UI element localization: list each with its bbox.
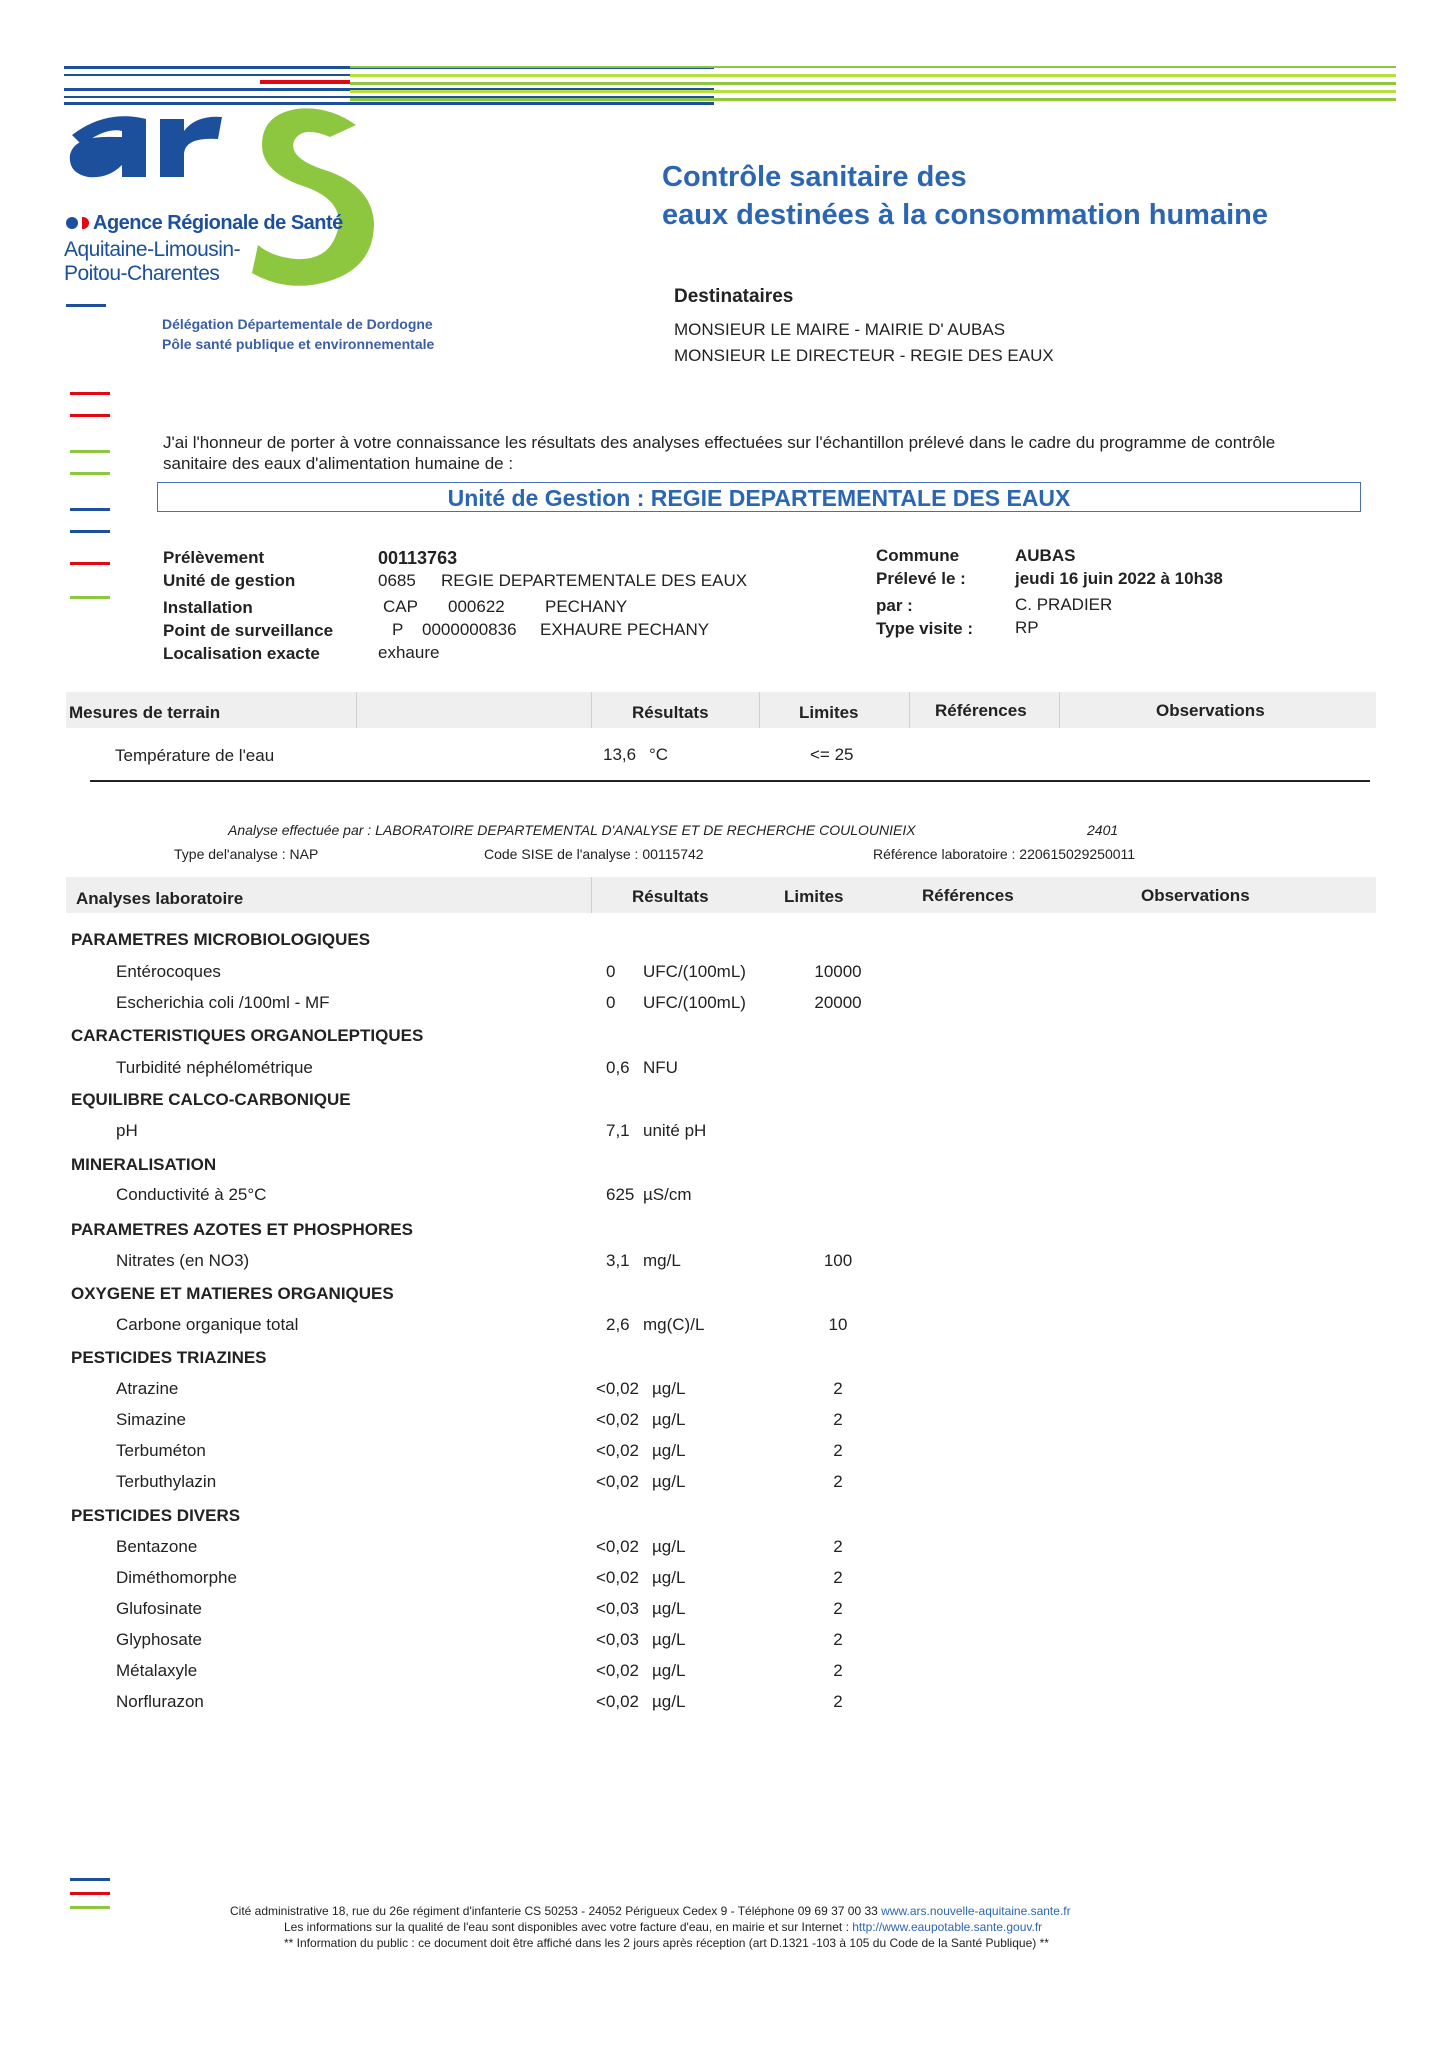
analysis-value: <0,02 xyxy=(596,1410,640,1429)
analysis-value: <0,02 xyxy=(596,1568,640,1587)
point-label: Point de surveillance xyxy=(163,621,334,640)
analysis-name: Glyphosate xyxy=(116,1630,202,1649)
analysis-name: Nitrates (en NO3) xyxy=(116,1251,250,1270)
analysis-group-title: PARAMETRES MICROBIOLOGIQUES xyxy=(71,930,371,949)
analysis-limit: 2 xyxy=(833,1410,843,1429)
preleve-label: Prélevé le : xyxy=(876,569,966,588)
terrain-row-value: 13,6 xyxy=(603,745,637,764)
analysis-limit: 20000 xyxy=(814,993,862,1012)
footer-line-3: ** Information du public : ce document doit être affiché dans les 2 jours après réception (art D.1321 -103 à 105 du Code de la Santé Publique) ** xyxy=(284,1936,1049,1950)
terrain-limits-header: Limites xyxy=(799,703,859,722)
analysis-unit: µg/L xyxy=(652,1692,686,1711)
delegation-line-2: Pôle santé publique et environnementale xyxy=(162,336,435,352)
intro-text: J'ai l'honneur de porter à votre connaissance les résultats des analyses effectuées sur l'échantillon prélevé dans le cadre du programme de contrôle sanitaire des eaux d'alimentation humaine de : xyxy=(163,433,1276,473)
analyses-section-header: Analyses laboratoire xyxy=(76,889,244,908)
analysis-limit: 2 xyxy=(833,1692,843,1711)
analysis-name: Terbuméton xyxy=(116,1441,206,1460)
analysis-name: Bentazone xyxy=(116,1537,198,1556)
analysis-limit: 2 xyxy=(833,1599,843,1618)
analysis-unit: mg(C)/L xyxy=(643,1315,705,1334)
analyses-obs-header: Observations xyxy=(1141,886,1250,905)
header-divider xyxy=(591,877,592,913)
prelevement-value: 00113763 xyxy=(378,548,458,568)
analysis-name: Carbone organique total xyxy=(116,1315,299,1334)
unit-box xyxy=(157,482,1361,512)
analysis-unit: µg/L xyxy=(652,1410,686,1429)
lab-performed-label: Analyse effectuée par : xyxy=(228,822,372,838)
point-name: EXHAURE PECHANY xyxy=(540,620,710,639)
terrain-row-name: Température de l'eau xyxy=(115,746,275,765)
par-label: par : xyxy=(876,596,913,615)
analysis-unit: mg/L xyxy=(643,1251,681,1270)
recipient-2: MONSIEUR LE DIRECTEUR - REGIE DES EAUX xyxy=(674,346,1054,365)
terrain-row-limit: <= 25 xyxy=(810,745,854,764)
visite-value: RP xyxy=(1015,618,1039,637)
commune-label: Commune xyxy=(876,546,960,565)
installation-code: 000622 xyxy=(448,597,505,616)
commune-value: AUBAS xyxy=(1015,546,1076,565)
point-code: 0000000836 xyxy=(422,620,517,639)
terrain-rule xyxy=(90,780,1370,782)
document-title xyxy=(662,158,1268,234)
analysis-limit: 2 xyxy=(833,1379,843,1398)
analysis-limit: 2 xyxy=(833,1630,843,1649)
analysis-group-title: MINERALISATION xyxy=(71,1155,217,1174)
recipients-heading: Destinataires xyxy=(674,286,794,307)
terrain-results-header: Résultats xyxy=(632,703,709,722)
analysis-name: Métalaxyle xyxy=(116,1661,198,1680)
analysis-value: <0,02 xyxy=(596,1692,640,1711)
analysis-value: 0 xyxy=(606,962,616,981)
analysis-value: <0,02 xyxy=(596,1472,640,1491)
analysis-limit: 100 xyxy=(823,1251,853,1270)
lab-code: 2401 xyxy=(1087,822,1119,838)
analysis-value: <0,03 xyxy=(596,1630,640,1649)
header-divider xyxy=(1059,692,1060,728)
region-line-2: Poitou-Charentes xyxy=(64,262,220,285)
prelevement-label: Prélèvement xyxy=(163,548,265,567)
analysis-unit: UFC/(100mL) xyxy=(643,962,746,981)
analyses-refs-header: Références xyxy=(922,886,1014,905)
analysis-name: Glufosinate xyxy=(116,1599,202,1618)
analysis-unit: µg/L xyxy=(652,1568,686,1587)
footer-address: Cité administrative 18, rue du 26e régiment d'infanterie CS 50253 - 24052 Périgueux Cedex 9 - Téléphone 09 69 37 00 33 xyxy=(230,1904,878,1918)
analysis-name: Diméthomorphe xyxy=(116,1568,237,1587)
region-line-1: Aquitaine-Limousin- xyxy=(64,238,241,261)
installation-label: Installation xyxy=(163,598,253,617)
analyses-table-header xyxy=(66,877,1376,913)
footer-line-1 xyxy=(230,1904,1071,1918)
terrain-row-unit: °C xyxy=(649,745,669,764)
lab-performed-by: LABORATOIRE DEPARTEMENTAL D'ANALYSE ET DE RECHERCHE COULOUNIEIX xyxy=(375,822,916,838)
analysis-limit: 2 xyxy=(833,1441,843,1460)
analysis-value: 625 xyxy=(606,1185,635,1204)
footer-eaupotable-link[interactable]: http://www.eaupotable.sante.gouv.fr xyxy=(852,1920,1043,1934)
terrain-refs-header: Références xyxy=(935,701,1027,720)
analysis-group-title: CARACTERISTIQUES ORGANOLEPTIQUES xyxy=(71,1026,424,1045)
header-divider xyxy=(591,692,592,728)
analysis-value: 7,1 xyxy=(606,1121,630,1140)
analysis-value: 0,6 xyxy=(606,1058,630,1077)
footer-info: Les informations sur la qualité de l'eau sont disponibles avec votre facture d'eau, en mairie et sur Internet : xyxy=(284,1920,849,1934)
analysis-value: <0,02 xyxy=(596,1537,640,1556)
terrain-section-header: Mesures de terrain xyxy=(69,703,221,722)
logo-underline xyxy=(66,304,106,307)
logo-dot-icon xyxy=(66,217,78,229)
agency-name: Agence Régionale de Santé xyxy=(66,212,343,235)
analysis-unit: µg/L xyxy=(652,1441,686,1460)
analyses-results-header: Résultats xyxy=(632,887,709,906)
par-value: C. PRADIER xyxy=(1015,595,1113,614)
analysis-unit: µg/L xyxy=(652,1379,686,1398)
analysis-value: 2,6 xyxy=(606,1315,630,1334)
analysis-name: Norflurazon xyxy=(116,1692,204,1711)
terrain-table-header xyxy=(66,692,1376,728)
analysis-group-title: EQUILIBRE CALCO-CARBONIQUE xyxy=(71,1090,351,1109)
analysis-group-title: PESTICIDES TRIAZINES xyxy=(71,1348,267,1367)
analysis-limit: 2 xyxy=(833,1661,843,1680)
unit-value: : REGIE DEPARTEMENTALE DES EAUX xyxy=(636,485,1071,511)
point-type: P xyxy=(392,620,404,639)
visite-label: Type visite : xyxy=(876,619,973,638)
analysis-value: 0 xyxy=(606,993,616,1012)
analysis-limit: 2 xyxy=(833,1472,843,1491)
analysis-name: Conductivité à 25°C xyxy=(116,1185,267,1204)
preleve-value: jeudi 16 juin 2022 à 10h38 xyxy=(1015,569,1223,588)
header-divider xyxy=(909,692,910,728)
analysis-unit: µg/L xyxy=(652,1599,686,1618)
terrain-obs-header: Observations xyxy=(1156,701,1265,720)
title-line-1: Contrôle sanitaire des xyxy=(662,161,967,193)
footer-website-link[interactable]: www.ars.nouvelle-aquitaine.sante.fr xyxy=(881,1904,1071,1918)
lab-type: Type del'analyse : NAP xyxy=(174,846,319,862)
analysis-name: Terbuthylazin xyxy=(116,1472,217,1491)
analysis-unit: unité pH xyxy=(643,1121,707,1140)
unite-code: 0685 xyxy=(378,571,416,590)
installation-name: PECHANY xyxy=(545,597,628,616)
analysis-name: Escherichia coli /100ml - MF xyxy=(116,993,330,1012)
header-divider xyxy=(356,692,357,728)
analysis-name: Entérocoques xyxy=(116,962,221,981)
analysis-limit: 2 xyxy=(833,1568,843,1587)
analysis-unit: UFC/(100mL) xyxy=(643,993,746,1012)
analysis-limit: 2 xyxy=(833,1537,843,1556)
analysis-unit: NFU xyxy=(643,1058,678,1077)
analysis-unit: µg/L xyxy=(652,1661,686,1680)
analysis-value: <0,02 xyxy=(596,1441,640,1460)
analysis-unit: µg/L xyxy=(652,1537,686,1556)
analysis-value: <0,03 xyxy=(596,1599,640,1618)
analysis-unit: µg/L xyxy=(652,1630,686,1649)
logo-half-dot-icon xyxy=(82,217,89,229)
localisation-label: Localisation exacte xyxy=(163,644,320,663)
footer-line-2 xyxy=(284,1920,1042,1934)
analysis-group-title: PESTICIDES DIVERS xyxy=(71,1506,241,1525)
unite-name: REGIE DEPARTEMENTALE DES EAUX xyxy=(441,571,748,590)
analysis-group-title: OXYGENE ET MATIERES ORGANIQUES xyxy=(71,1284,394,1303)
lab-sise: Code SISE de l'analyse : 00115742 xyxy=(484,846,704,862)
unit-heading xyxy=(158,485,1360,512)
analysis-name: pH xyxy=(116,1121,138,1140)
lab-ref: Référence laboratoire : 220615029250011 xyxy=(873,846,1136,862)
delegation-line-1: Délégation Départementale de Dordogne xyxy=(162,316,433,332)
recipient-1: MONSIEUR LE MAIRE - MAIRIE D' AUBAS xyxy=(674,320,1006,339)
analyses-limits-header: Limites xyxy=(784,887,844,906)
analysis-value: <0,02 xyxy=(596,1661,640,1680)
unit-label: Unité de Gestion xyxy=(447,485,631,511)
unite-label: Unité de gestion xyxy=(163,571,296,590)
analysis-value: 3,1 xyxy=(606,1251,630,1270)
lab-performed-line xyxy=(228,822,916,838)
header-divider xyxy=(759,692,760,728)
analysis-value: <0,02 xyxy=(596,1379,640,1398)
analysis-limit: 10000 xyxy=(814,962,862,981)
installation-type: CAP xyxy=(383,597,418,616)
title-line-2: eaux destinées à la consommation humaine xyxy=(662,199,1268,231)
localisation-value: exhaure xyxy=(378,643,440,662)
analysis-unit: µg/L xyxy=(652,1472,686,1491)
analysis-name: Turbidité néphélométrique xyxy=(116,1058,313,1077)
analysis-name: Atrazine xyxy=(116,1379,179,1398)
analysis-limit: 10 xyxy=(828,1315,848,1334)
analysis-name: Simazine xyxy=(116,1410,186,1429)
analysis-group-title: PARAMETRES AZOTES ET PHOSPHORES xyxy=(71,1220,413,1239)
analysis-unit: µS/cm xyxy=(643,1185,692,1204)
